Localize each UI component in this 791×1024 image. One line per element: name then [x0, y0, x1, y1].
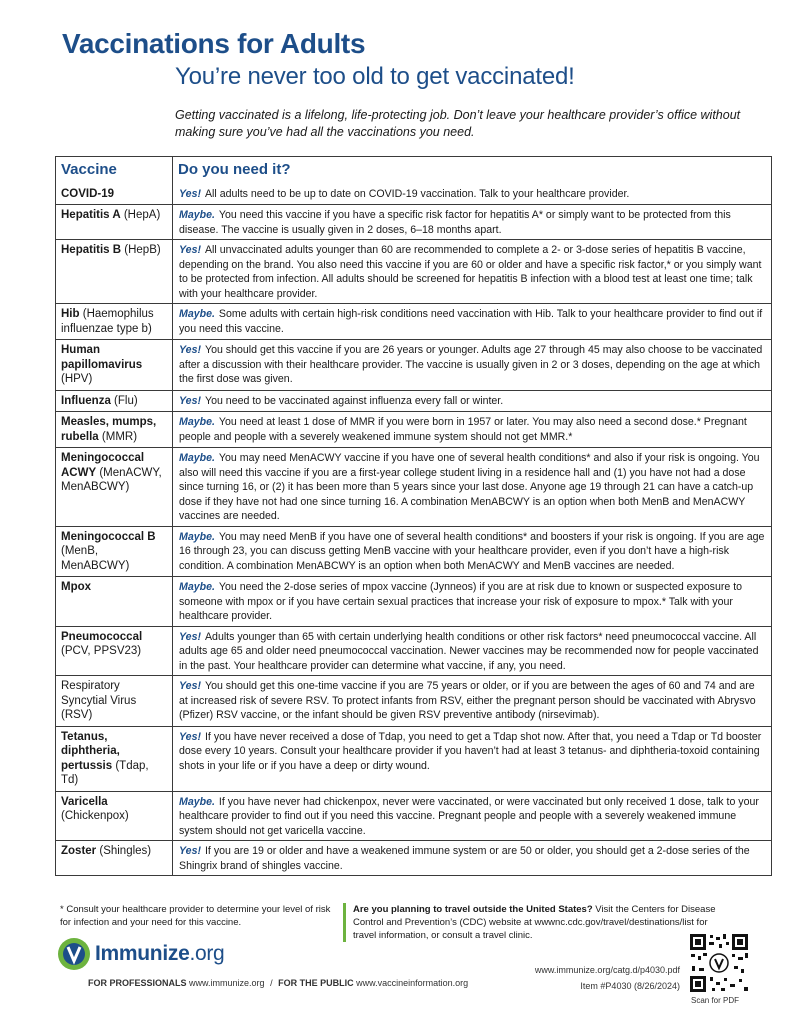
table-header [56, 157, 771, 184]
page-subtitle: You’re never too old to get vaccinated! [175, 63, 575, 90]
vaccine-abbreviation: Respiratory Syncytial Virus (RSV) [61, 680, 137, 721]
pro-link[interactable]: www.immunize.org [189, 978, 265, 988]
need-cell [173, 792, 771, 841]
travel-note [343, 903, 723, 942]
need-cell [173, 627, 771, 676]
page-title: Vaccinations for Adults [62, 28, 366, 59]
column-header-need: Do you need it? [178, 161, 291, 178]
recommendation-text: You may need MenACWY vaccine if you have one of several health conditions* and also if your risk is ongoing. You also will need this vaccine if you are a first-year college student living in a residence hall and (1) you have not had a dose since turning 16, or (2) it has been more than 5 years since your last dose. Anyone age 19 through 21 can have a catch-up dose if they have not had one since turning 16. A combination MenABCWY is an option when both MenB and MenACWY vaccines are needed. [179, 452, 760, 522]
vaccine-cell [56, 448, 173, 526]
vaccine-abbreviation: (HPV) [61, 373, 93, 385]
vaccine-name: Zoster [61, 845, 97, 857]
vaccine-name: Varicella [61, 795, 108, 808]
recommendation-text: All adults need to be up to date on COVID-19 vaccination. Talk to your healthcare provider. [204, 187, 630, 200]
need-cell [173, 391, 771, 412]
recommendation-text: Some adults with certain high-risk conditions need vaccination with Hib. Talk to your healthcare provider to find out if you need this vaccine. [179, 308, 763, 335]
vaccine-cell [56, 727, 173, 791]
vaccine-abbreviation: (HepB) [124, 244, 161, 256]
vaccine-name: Influenza [61, 394, 111, 407]
vaccine-abbreviation: (Shingles) [99, 845, 152, 857]
vaccine-logo-icon [57, 937, 91, 971]
recommendation-answer: Yes! [179, 187, 201, 200]
pdf-url[interactable]: www.immunize.org/catg.d/p4030.pdf [534, 965, 680, 975]
vaccine-cell [56, 577, 173, 626]
recommendation-answer: Yes! [179, 730, 201, 743]
recommendation-answer: Yes! [179, 394, 201, 407]
recommendation-text: If you have never had chickenpox, never were vaccinated, or were vaccinated but only received 1 dose, talk to your healthcare provider to find out if you need this vaccine. Pregnant people and people with a severely weakened immune system should not get varicella vaccine. [179, 795, 759, 837]
vaccine-abbreviation: (MenB, MenABCWY) [61, 545, 130, 572]
need-cell [173, 240, 771, 303]
need-cell [173, 727, 771, 791]
table-row [56, 204, 771, 239]
recommendation-answer: Maybe. [179, 308, 215, 320]
recommendation-text: If you have never received a dose of Tdap, you need to get a Tdap shot now. After that, you need a Tdap or Td booster dose every 10 years. Consult your healthcare provider if you haven’t had at least 3 tetanus- and diphtheria-toxoid containing shots in your life or if you have a deep or dirty wound. [179, 730, 762, 772]
vaccine-abbreviation: (MMR) [101, 430, 138, 443]
public-link[interactable]: www.vaccineinformation.org [356, 978, 469, 988]
vaccine-abbreviation: (MenACWY, MenABCWY) [61, 466, 162, 493]
recommendation-text: You need the 2-dose series of mpox vaccine (Jynneos) if you are at risk due to known or suspected exposure to someone with mpox or if you have certain sexual practices that increase your risk of exposure to mpox.* Talk with your healthcare provider. [179, 581, 743, 622]
recommendation-answer: Maybe. [179, 452, 215, 464]
recommendation-text: You should get this vaccine if you are 26 years or younger. Adults age 27 through 45 may also choose to be vaccinated after a discussion with their healthcare provider. The vaccine is usually given in 2 or 3 doses, depending on the age at which the first dose was given. [179, 344, 763, 385]
need-cell [173, 412, 771, 447]
vaccine-abbreviation: (Tdap, Td) [61, 759, 149, 786]
recommendation-text: You may need MenB if you have one of several health conditions* and boosters if your risk is ongoing. If you are age 16 through 23, you can discuss getting MenB vaccine with your healthcare provider, even if you don’t have a high-risk condition. A combination MenABCWY is an option when both MenACWY and MenB vaccines are needed. [179, 530, 765, 572]
recommendation-answer: Maybe. [179, 795, 215, 808]
vaccine-abbreviation: (PCV, PPSV23) [61, 645, 142, 657]
scan-label: Scan for PDF [691, 996, 740, 1005]
vaccine-cell [56, 412, 173, 447]
vaccine-name: Mpox [61, 581, 92, 593]
table-row [56, 447, 771, 526]
table-row [56, 184, 771, 205]
recommendation-text: All unvaccinated adults younger than 60 are recommended to complete a 2- or 3-dose series of hepatitis B vaccine, depending on the brand. You also need this vaccine if you are 60 or older and have a specific risk factor,* or you simply want to be protected from infection. All adults should be screened for hepatitis B infection with a blood test at least one time; talk with your healthcare provider. [179, 244, 762, 300]
logo-suffix: .org [189, 942, 225, 965]
need-cell [173, 841, 771, 875]
vaccine-name: Hepatitis B [61, 244, 122, 256]
vaccine-cell [56, 527, 173, 577]
item-number: Item #P4030 (8/26/2024) [580, 981, 680, 991]
logo-name: Immunize [95, 942, 190, 965]
vaccine-cell [56, 676, 173, 726]
table-row [56, 726, 771, 791]
immunize-logo [57, 937, 224, 971]
vaccine-name: Hepatitis A [61, 209, 121, 221]
recommendation-text: Adults younger than 65 with certain underlying health conditions or other risk factors* need pneumococcal vaccine. All adults age 65 and older need pneumococcal vaccination. Newer vaccines may be recommended now for people vaccinated in the past. Your healthcare provider can determine what vaccine, if any, you need. [179, 630, 759, 672]
recommendation-answer: Yes! [179, 630, 201, 643]
vaccine-abbreviation: (HepA) [123, 209, 161, 221]
footnote: * Consult your healthcare provider to determine your level of risk for infection and your need for this vaccine. [60, 904, 331, 928]
vaccine-cell [56, 841, 173, 875]
recommendation-answer: Yes! [179, 244, 201, 256]
column-header-vaccine: Vaccine [56, 157, 173, 184]
document-info [535, 962, 680, 994]
table-row [56, 675, 771, 726]
need-cell [173, 184, 771, 205]
recommendation-answer: Yes! [179, 845, 201, 857]
vaccine-name: Hib [61, 308, 80, 320]
vaccine-name: Tetanus, diphtheria, pertussis [61, 730, 120, 772]
vaccine-table [55, 156, 772, 876]
table-row [56, 390, 771, 412]
need-cell [173, 577, 771, 626]
footer-links [88, 978, 468, 988]
vaccine-cell [56, 627, 173, 676]
qr-code-icon[interactable] [688, 932, 750, 994]
table-row [56, 303, 771, 339]
vaccine-name: COVID-19 [61, 187, 115, 200]
table-row [56, 626, 771, 676]
vaccine-abbreviation: (Flu) [114, 394, 138, 407]
table-row [56, 411, 771, 447]
recommendation-answer: Maybe. [179, 530, 215, 543]
need-cell [173, 205, 771, 239]
recommendation-answer: Maybe. [179, 416, 215, 428]
recommendation-answer: Maybe. [179, 209, 215, 221]
vaccine-cell [56, 184, 173, 205]
travel-question: Are you planning to travel outside the United States? [353, 904, 593, 915]
vaccine-name: Meningococcal ACWY [61, 452, 145, 479]
need-cell [173, 527, 771, 577]
vaccine-cell [56, 205, 173, 239]
recommendation-answer: Yes! [179, 344, 201, 356]
vaccine-cell [56, 340, 173, 390]
vaccine-cell [56, 792, 173, 841]
vaccine-name: Pneumococcal [61, 630, 143, 643]
vaccine-cell [56, 304, 173, 339]
need-cell [173, 676, 771, 726]
logo-text [95, 942, 224, 966]
table-row [56, 339, 771, 390]
need-cell [173, 340, 771, 390]
need-cell [173, 304, 771, 339]
table-row [56, 840, 771, 875]
recommendation-text: If you are 19 or older and have a weakened immune system or are 50 or older, you should get a 2-dose series of the Shingrix brand of shingles vaccine. [179, 845, 750, 872]
intro-text: Getting vaccinated is a lifelong, life-protecting job. Don’t leave your healthcare provider’s office without making sure you’ve had all the vaccinations you need. [175, 108, 741, 139]
vaccine-cell [56, 240, 173, 303]
table-row [56, 239, 771, 303]
vaccine-name: Measles, mumps, rubella [61, 416, 157, 443]
table-row [56, 576, 771, 626]
table-row [56, 526, 771, 577]
pro-label: FOR PROFESSIONALS [88, 978, 187, 988]
recommendation-text: You need to be vaccinated against influenza every fall or winter. [204, 394, 504, 407]
link-separator: / [270, 978, 273, 988]
vaccine-name: Human papillomavirus [61, 344, 143, 371]
recommendation-answer: Yes! [179, 680, 201, 692]
vaccine-name: Meningococcal B [61, 530, 156, 543]
public-label: FOR THE PUBLIC [278, 978, 354, 988]
recommendation-text: You need at least 1 dose of MMR if you were born in 1957 or later. You may also need a second dose.* Pregnant people and people with a severely weakened immune system should not get MMR.* [179, 416, 747, 443]
recommendation-text: You need this vaccine if you have a specific risk factor for hepatitis A* or simply want to be protected from this disease. The vaccine is usually given in 2 doses, 6–18 months apart. [179, 209, 731, 236]
travel-text: Visit the Centers for Disease Control and Prevention’s (CDC) website at wwwnc.cdc.gov/travel/destinations/list for travel information, or consult a travel clinic. [353, 904, 716, 941]
table-row [56, 791, 771, 841]
vaccine-abbreviation: (Chickenpox) [61, 810, 129, 822]
recommendation-text: You should get this one-time vaccine if you are 75 years or older, or if you are between the ages of 60 and 74 and are at increased risk of severe RSV. To protect infants from RSV, either the pregnant person should be vaccinated with Abrysvo (Pfizer) RSV vaccine, or the infant should be given RSV preventive antibody (nirsevimab). [179, 680, 756, 721]
need-cell [173, 448, 771, 526]
vaccine-abbreviation: (Haemophilus influenzae type b) [61, 308, 154, 335]
recommendation-answer: Maybe. [179, 581, 215, 593]
vaccine-cell [56, 391, 173, 412]
